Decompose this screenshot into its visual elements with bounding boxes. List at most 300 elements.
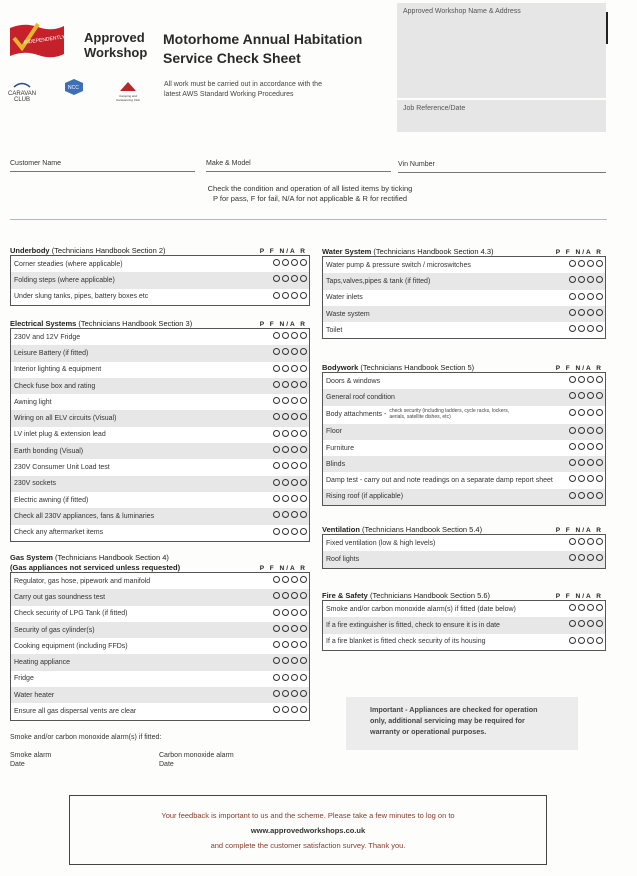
rectified-checkbox[interactable] — [596, 376, 603, 383]
rectified-checkbox[interactable] — [300, 446, 307, 453]
pass-checkbox[interactable] — [273, 511, 280, 518]
fail-checkbox[interactable] — [282, 413, 289, 420]
feedback-box — [69, 795, 547, 865]
pass-checkbox[interactable] — [273, 479, 280, 486]
checkbox-group — [273, 479, 307, 486]
rectified-checkbox[interactable] — [300, 511, 307, 518]
title-line-1: Motorhome Annual Habitation — [163, 31, 363, 47]
fail-checkbox[interactable] — [282, 625, 289, 632]
fail-checkbox[interactable] — [282, 332, 289, 339]
checklist-row — [323, 456, 605, 472]
checkbox-group — [273, 430, 307, 437]
checklist-row — [11, 687, 309, 703]
ncc-logo — [62, 78, 86, 98]
pass-checkbox[interactable] — [273, 625, 280, 632]
fail-checkbox[interactable] — [578, 376, 585, 383]
checklist-item-label: Water heater — [14, 691, 55, 699]
checklist-row — [11, 622, 309, 638]
fail-checkbox[interactable] — [282, 706, 289, 713]
rectified-checkbox[interactable] — [300, 275, 307, 282]
checkbox-group — [273, 657, 307, 664]
pass-checkbox[interactable] — [569, 492, 576, 499]
instructions-line-2: P for pass, F for fail, N/A for not applicable & R for rectified — [212, 194, 408, 203]
pass-checkbox[interactable] — [273, 592, 280, 599]
checkbox-group — [569, 492, 603, 499]
checkbox-group — [569, 376, 603, 383]
fail-checkbox[interactable] — [578, 392, 585, 399]
rectified-checkbox[interactable] — [300, 397, 307, 404]
rectified-checkbox[interactable] — [300, 430, 307, 437]
na-checkbox[interactable] — [587, 376, 594, 383]
pass-checkbox[interactable] — [273, 674, 280, 681]
checklist-row — [11, 443, 309, 459]
na-checkbox[interactable] — [587, 309, 594, 316]
checklist-row — [323, 489, 605, 505]
fail-checkbox[interactable] — [282, 348, 289, 355]
checklist-item-label: Check fuse box and rating — [14, 382, 96, 390]
checklist-row — [323, 472, 605, 488]
rectified-checkbox[interactable] — [300, 365, 307, 372]
na-checkbox[interactable] — [291, 528, 298, 535]
checklist-item-label: Folding steps (where applicable) — [14, 276, 115, 284]
na-checkbox[interactable] — [291, 413, 298, 420]
pass-checkbox[interactable] — [569, 538, 576, 545]
rectified-checkbox[interactable] — [300, 292, 307, 299]
na-checkbox[interactable] — [587, 620, 594, 627]
pass-checkbox[interactable] — [273, 657, 280, 664]
na-checkbox[interactable] — [291, 275, 298, 282]
na-checkbox[interactable] — [291, 690, 298, 697]
fail-checkbox[interactable] — [578, 276, 585, 283]
na-checkbox[interactable] — [587, 604, 594, 611]
rectified-checkbox[interactable] — [596, 325, 603, 332]
smoke-alarm-date: Date — [10, 761, 25, 768]
checklist-item-label: If a fire extinguisher is fitted, check to ensure it is in date — [326, 621, 500, 629]
checklist-item-label: Water pump & pressure switch / microswitches — [326, 261, 471, 269]
na-checkbox[interactable] — [291, 706, 298, 713]
gas-subtitle: (Gas appliances not serviced unless requested) — [10, 563, 181, 572]
co-alarm-date: Date — [159, 761, 174, 768]
na-checkbox[interactable] — [587, 443, 594, 450]
na-checkbox[interactable] — [291, 674, 298, 681]
checklist-row — [11, 272, 309, 288]
rectified-checkbox[interactable] — [596, 276, 603, 283]
pass-checkbox[interactable] — [569, 376, 576, 383]
checkbox-group — [569, 538, 603, 545]
pass-checkbox[interactable] — [273, 275, 280, 282]
pass-checkbox[interactable] — [273, 397, 280, 404]
checklist-item-label: Waste system — [326, 310, 370, 318]
checkbox-group — [273, 292, 307, 299]
pass-checkbox[interactable] — [273, 576, 280, 583]
fail-checkbox[interactable] — [282, 381, 289, 388]
water-section — [322, 244, 606, 339]
rectified-checkbox[interactable] — [596, 443, 603, 450]
checklist-item-label: Leisure Battery (if fitted) — [14, 349, 89, 357]
fail-checkbox[interactable] — [282, 462, 289, 469]
fire-table — [322, 600, 606, 651]
checkbox-group — [569, 276, 603, 283]
na-checkbox[interactable] — [587, 276, 594, 283]
fire-section — [322, 588, 606, 651]
fail-checkbox[interactable] — [578, 604, 585, 611]
co-alarm-label: Carbon monoxide alarm — [159, 752, 234, 759]
rectified-checkbox[interactable] — [300, 332, 307, 339]
pfnr-header: P F N/A R — [555, 365, 603, 372]
checkbox-group — [273, 365, 307, 372]
pass-checkbox[interactable] — [273, 462, 280, 469]
pfnr-header: P F N/A R — [259, 248, 307, 255]
checkbox-group — [569, 604, 603, 611]
fail-checkbox[interactable] — [282, 609, 289, 616]
rectified-checkbox[interactable] — [300, 348, 307, 355]
na-checkbox[interactable] — [587, 293, 594, 300]
rectified-checkbox[interactable] — [596, 459, 603, 466]
fail-checkbox[interactable] — [578, 459, 585, 466]
fail-checkbox[interactable] — [578, 620, 585, 627]
checklist-row — [11, 410, 309, 426]
checklist-item-label: Carry out gas soundness test — [14, 593, 106, 601]
pass-checkbox[interactable] — [273, 365, 280, 372]
edge-mark — [606, 12, 608, 44]
checkbox-group — [273, 528, 307, 535]
fail-checkbox[interactable] — [282, 430, 289, 437]
vin-label: Vin Number — [398, 161, 435, 168]
fail-checkbox[interactable] — [578, 260, 585, 267]
rectified-checkbox[interactable] — [596, 293, 603, 300]
na-checkbox[interactable] — [587, 475, 594, 482]
checkbox-group — [569, 459, 603, 466]
rectified-checkbox[interactable] — [596, 260, 603, 267]
checklist-item-label: Earth bonding (Visual) — [14, 447, 84, 455]
checkbox-group — [569, 637, 603, 644]
underbody-table — [10, 255, 310, 306]
checkbox-group — [273, 332, 307, 339]
camping-club-text: Camping and Caravanning Club — [116, 94, 141, 102]
fail-checkbox[interactable] — [282, 397, 289, 404]
fail-checkbox[interactable] — [578, 309, 585, 316]
na-checkbox[interactable] — [587, 637, 594, 644]
na-checkbox[interactable] — [291, 348, 298, 355]
rectified-checkbox[interactable] — [300, 413, 307, 420]
fail-checkbox[interactable] — [282, 495, 289, 502]
rectified-checkbox[interactable] — [300, 381, 307, 388]
important-line-3: warranty or operational purposes. — [370, 727, 487, 736]
checklist-item-label: Check all 230V appliances, fans & luminaries — [14, 512, 155, 520]
fail-checkbox[interactable] — [282, 690, 289, 697]
fail-checkbox[interactable] — [282, 259, 289, 266]
important-line-2: only, additional servicing may be required for — [370, 716, 525, 725]
rectified-checkbox[interactable] — [596, 538, 603, 545]
ventilation-table — [322, 534, 606, 569]
pass-checkbox[interactable] — [569, 392, 576, 399]
pfnr-header: P F N/A R — [259, 321, 307, 328]
checklist-item-label: Fridge — [14, 675, 34, 683]
fail-checkbox[interactable] — [282, 592, 289, 599]
na-checkbox[interactable] — [291, 365, 298, 372]
pass-checkbox[interactable] — [273, 332, 280, 339]
checklist-row — [11, 256, 309, 272]
rectified-checkbox[interactable] — [300, 674, 307, 681]
checklist-row — [11, 573, 309, 589]
rectified-checkbox[interactable] — [596, 620, 603, 627]
pass-checkbox[interactable] — [273, 259, 280, 266]
feedback-url[interactable]: www.approvedworkshops.co.uk — [250, 826, 366, 835]
pass-checkbox[interactable] — [569, 260, 576, 267]
rectified-checkbox[interactable] — [596, 604, 603, 611]
rectified-checkbox[interactable] — [596, 554, 603, 561]
rectified-checkbox[interactable] — [596, 309, 603, 316]
pass-checkbox[interactable] — [569, 604, 576, 611]
fail-checkbox[interactable] — [282, 576, 289, 583]
na-checkbox[interactable] — [291, 592, 298, 599]
page-title — [163, 30, 388, 68]
checklist-item-label: Floor — [326, 428, 342, 436]
alarm-heading: Smoke and/or carbon monoxide alarm(s) if fitted: — [10, 734, 162, 741]
checklist-item-label: Awning light — [14, 398, 52, 406]
checklist-item-label: Doors & windows — [326, 377, 381, 385]
fail-checkbox[interactable] — [282, 641, 289, 648]
attachments-note: check security (including ladders, cycle racks, lockers, aerials, satellite dishes, etc) — [389, 408, 510, 420]
rectified-checkbox[interactable] — [596, 475, 603, 482]
na-checkbox[interactable] — [291, 479, 298, 486]
fail-checkbox[interactable] — [578, 538, 585, 545]
water-table — [322, 256, 606, 339]
na-checkbox[interactable] — [291, 446, 298, 453]
checkbox-group — [273, 413, 307, 420]
caravan-club-logo — [8, 80, 36, 103]
checkbox-group — [273, 381, 307, 388]
na-checkbox[interactable] — [291, 657, 298, 664]
bodywork-table — [322, 372, 606, 506]
pass-checkbox[interactable] — [273, 381, 280, 388]
job-reference-box[interactable] — [397, 100, 606, 132]
rectified-checkbox[interactable] — [300, 495, 307, 502]
pass-checkbox[interactable] — [569, 293, 576, 300]
rectified-checkbox[interactable] — [596, 427, 603, 434]
pass-checkbox[interactable] — [569, 554, 576, 561]
fail-checkbox[interactable] — [578, 409, 585, 416]
pass-checkbox[interactable] — [569, 459, 576, 466]
na-checkbox[interactable] — [291, 462, 298, 469]
fail-checkbox[interactable] — [282, 446, 289, 453]
fail-checkbox[interactable] — [578, 427, 585, 434]
na-checkbox[interactable] — [587, 554, 594, 561]
pass-checkbox[interactable] — [569, 276, 576, 283]
pass-checkbox[interactable] — [273, 446, 280, 453]
checklist-row — [323, 389, 605, 405]
underbody-heading: Underbody (Technicians Handbook Section 2) — [10, 246, 166, 255]
pass-checkbox[interactable] — [273, 292, 280, 299]
fail-checkbox[interactable] — [282, 674, 289, 681]
rectified-checkbox[interactable] — [596, 409, 603, 416]
rectified-checkbox[interactable] — [300, 528, 307, 535]
fail-checkbox[interactable] — [578, 492, 585, 499]
checklist-item-label: Damp test - carry out and note readings on a separate damp report sheet — [326, 477, 553, 485]
important-line-1: Important - Appliances are checked for operation — [370, 705, 538, 714]
checklist-row — [323, 440, 605, 456]
na-checkbox[interactable] — [291, 292, 298, 299]
checkbox-group — [273, 495, 307, 502]
na-checkbox[interactable] — [587, 409, 594, 416]
na-checkbox[interactable] — [587, 325, 594, 332]
fail-checkbox[interactable] — [282, 365, 289, 372]
checklist-row — [11, 476, 309, 492]
pass-checkbox[interactable] — [273, 528, 280, 535]
rectified-checkbox[interactable] — [300, 462, 307, 469]
rectified-checkbox[interactable] — [300, 657, 307, 664]
checklist-item-label: Interior lighting & equipment — [14, 366, 102, 374]
rectified-checkbox[interactable] — [300, 706, 307, 713]
checklist-row — [11, 671, 309, 687]
na-checkbox[interactable] — [587, 459, 594, 466]
pass-checkbox[interactable] — [569, 637, 576, 644]
checklist-row — [323, 290, 605, 306]
na-checkbox[interactable] — [291, 625, 298, 632]
electrical-table — [10, 328, 310, 542]
checklist-row — [11, 606, 309, 622]
fail-checkbox[interactable] — [282, 292, 289, 299]
na-checkbox[interactable] — [291, 511, 298, 518]
pass-checkbox[interactable] — [569, 309, 576, 316]
checkbox-group — [273, 462, 307, 469]
fail-checkbox[interactable] — [282, 511, 289, 518]
fire-heading: Fire & Safety (Technicians Handbook Section 5.6) — [322, 591, 491, 600]
checkbox-group — [569, 620, 603, 627]
checklist-item-label: Check security of LPG Tank (if fitted) — [14, 610, 128, 618]
approved-workshop-logo — [8, 18, 94, 62]
customer-name-field[interactable] — [10, 171, 195, 172]
pass-checkbox[interactable] — [569, 427, 576, 434]
checklist-row — [11, 362, 309, 378]
checkbox-group — [273, 625, 307, 632]
na-checkbox[interactable] — [587, 538, 594, 545]
workshop-address-box[interactable] — [397, 3, 606, 98]
fail-checkbox[interactable] — [282, 275, 289, 282]
checklist-row — [11, 525, 309, 541]
checkbox-group — [273, 641, 307, 648]
na-checkbox[interactable] — [291, 609, 298, 616]
checklist-row — [11, 638, 309, 654]
checklist-item-label: Under slung tanks, pipes, battery boxes etc — [14, 293, 149, 301]
checklist-row — [323, 634, 605, 650]
pfnr-header: P F N/A R — [555, 527, 603, 534]
pass-checkbox[interactable] — [273, 609, 280, 616]
na-checkbox[interactable] — [587, 260, 594, 267]
rectified-checkbox[interactable] — [300, 690, 307, 697]
na-checkbox[interactable] — [291, 259, 298, 266]
fail-checkbox[interactable] — [578, 475, 585, 482]
checklist-item-label: Check any aftermarket items — [14, 529, 104, 537]
brand-line-2: Workshop — [84, 45, 148, 60]
pass-checkbox[interactable] — [273, 430, 280, 437]
na-checkbox[interactable] — [291, 430, 298, 437]
rectified-checkbox[interactable] — [300, 641, 307, 648]
pass-checkbox[interactable] — [273, 690, 280, 697]
checklist-item-label: Roof lights — [326, 555, 360, 563]
na-checkbox[interactable] — [587, 427, 594, 434]
na-checkbox[interactable] — [291, 576, 298, 583]
make-model-field[interactable] — [206, 171, 391, 172]
rectified-checkbox[interactable] — [300, 479, 307, 486]
na-checkbox[interactable] — [291, 495, 298, 502]
rectified-checkbox[interactable] — [596, 637, 603, 644]
pass-checkbox[interactable] — [569, 325, 576, 332]
smoke-alarm-block[interactable] — [10, 751, 51, 769]
checkbox-group — [273, 511, 307, 518]
gas-table — [10, 572, 310, 721]
checklist-item-label: General roof condition — [326, 393, 395, 401]
bodywork-heading: Bodywork (Technicians Handbook Section 5) — [322, 363, 475, 372]
pass-checkbox[interactable] — [273, 413, 280, 420]
pass-checkbox[interactable] — [569, 620, 576, 627]
rectified-checkbox[interactable] — [300, 609, 307, 616]
bodywork-section — [322, 360, 606, 506]
fail-checkbox[interactable] — [578, 554, 585, 561]
pass-checkbox[interactable] — [569, 475, 576, 482]
pass-checkbox[interactable] — [273, 495, 280, 502]
electrical-section — [10, 316, 310, 542]
checkbox-group — [569, 475, 603, 482]
rectified-checkbox[interactable] — [300, 592, 307, 599]
checklist-item-label: Regulator, gas hose, pipework and manifold — [14, 577, 151, 585]
checkbox-group — [569, 427, 603, 434]
rectified-checkbox[interactable] — [596, 392, 603, 399]
feedback-line-3: and complete the customer satisfaction survey. Thank you. — [210, 841, 406, 850]
checklist-item-label: Fixed ventilation (low & high levels) — [326, 539, 436, 547]
rectified-checkbox[interactable] — [596, 492, 603, 499]
checklist-row — [323, 406, 605, 424]
fail-checkbox[interactable] — [578, 637, 585, 644]
gas-section — [10, 553, 310, 721]
electrical-heading: Electrical Systems (Technicians Handbook Section 3) — [10, 319, 193, 328]
fail-checkbox[interactable] — [282, 528, 289, 535]
pass-checkbox[interactable] — [569, 443, 576, 450]
rectified-checkbox[interactable] — [300, 625, 307, 632]
fail-checkbox[interactable] — [282, 479, 289, 486]
checklist-row — [11, 427, 309, 443]
checklist-row — [11, 654, 309, 670]
pass-checkbox[interactable] — [273, 641, 280, 648]
fail-checkbox[interactable] — [578, 293, 585, 300]
checklist-row — [323, 424, 605, 440]
pass-checkbox[interactable] — [569, 409, 576, 416]
fail-checkbox[interactable] — [282, 657, 289, 664]
smoke-alarm-label: Smoke alarm — [10, 752, 52, 759]
fail-checkbox[interactable] — [578, 325, 585, 332]
na-checkbox[interactable] — [587, 392, 594, 399]
rectified-checkbox[interactable] — [300, 259, 307, 266]
checklist-item-label: If a fire blanket is fitted check security of its housing — [326, 638, 486, 646]
rectified-checkbox[interactable] — [300, 576, 307, 583]
fail-checkbox[interactable] — [578, 443, 585, 450]
pfnr-header: P F N/A R — [555, 249, 603, 256]
na-checkbox[interactable] — [291, 332, 298, 339]
na-checkbox[interactable] — [291, 641, 298, 648]
page-subtitle — [164, 80, 364, 100]
pfnr-header: P F N/A R — [259, 565, 307, 572]
vin-field[interactable] — [398, 172, 606, 173]
co-alarm-block[interactable] — [159, 751, 234, 769]
na-checkbox[interactable] — [587, 492, 594, 499]
checkbox-group — [569, 392, 603, 399]
na-checkbox[interactable] — [291, 381, 298, 388]
na-checkbox[interactable] — [291, 397, 298, 404]
pass-checkbox[interactable] — [273, 348, 280, 355]
checklist-item-label: Electric awning (if fitted) — [14, 496, 89, 504]
pass-checkbox[interactable] — [273, 706, 280, 713]
ventilation-section — [322, 522, 606, 569]
